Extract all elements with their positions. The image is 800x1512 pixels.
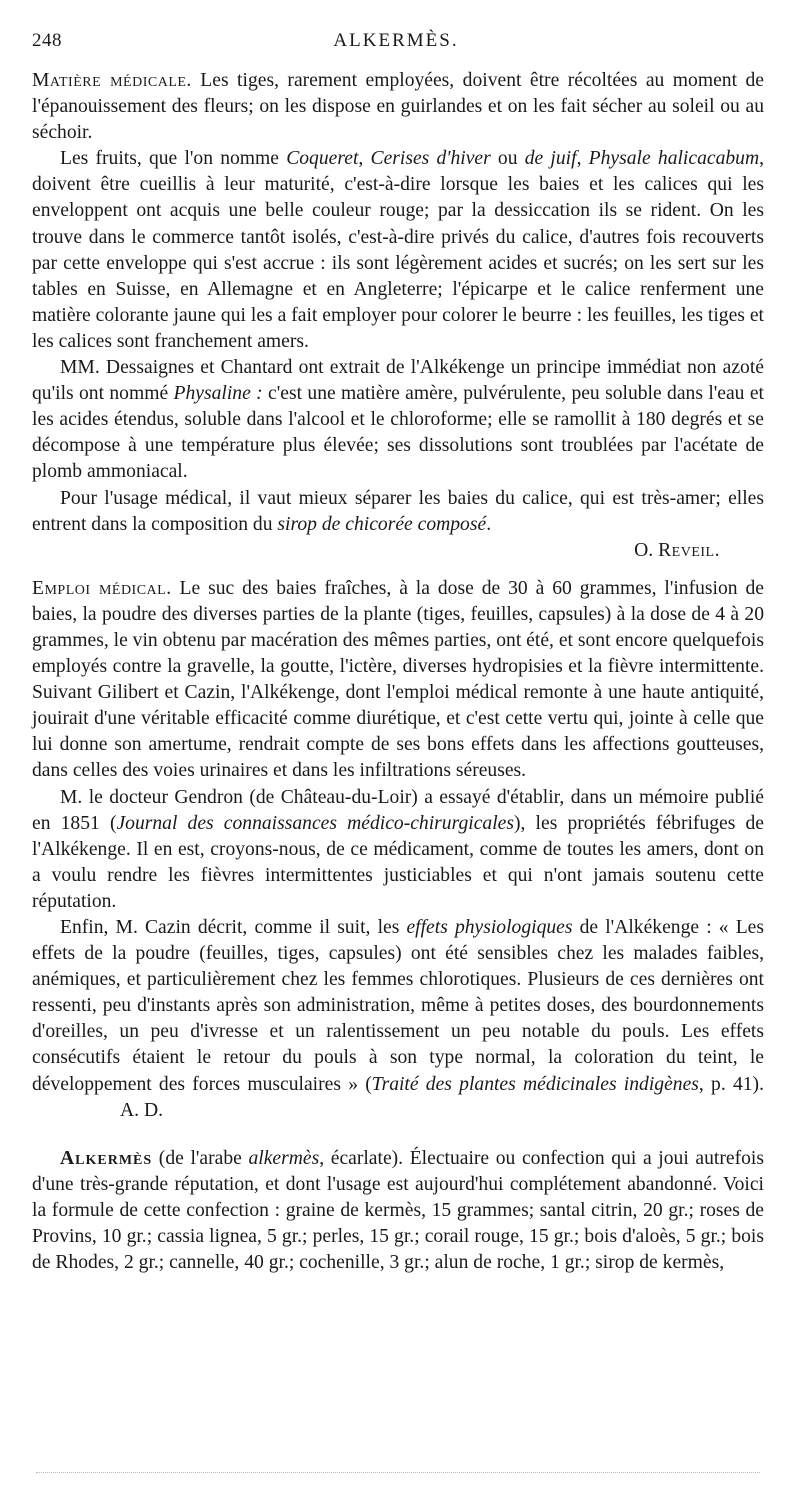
running-head: ALKERMÈS.	[333, 30, 459, 51]
signature-reveil	[32, 538, 764, 564]
italic-title: Traité des plantes médicinales indigènes	[371, 1073, 699, 1095]
text-run: MM. Dessaignes et Chantard ont extrait de l'Alkékenge un principe immédiat non azoté qu'ils ont nommé	[32, 357, 764, 405]
italic-term: Physale halicacabum	[588, 148, 760, 170]
signature-initial: O.	[634, 539, 659, 561]
signature-ad: A. D.	[120, 1099, 163, 1121]
text-run: , écarlate). Électuaire ou confection qui a joui autrefois d'une très-grande réputation, et dont l'usage est aujourd'hui complétement abandonné. Voici la formule de cette confection : graine de kermès, 15 grammes; santal citrin, 20 gr.; roses de Provins, 10 gr.; cassia lignea, 5 gr.; perles, 15 gr.; corail rouge, 15 gr.; bois d'aloès, 5 gr.; bois de Rhodes, 2 gr.; cannelle, 40 gr.; cochenille, 3 gr.; alun de roche, 1 gr.; sirop de kermès,	[32, 1147, 764, 1274]
text-run: ,	[358, 148, 371, 170]
text-run: , p. 41).	[698, 1073, 764, 1095]
italic-term: Physaline :	[173, 383, 263, 405]
paragraph-fruits	[32, 146, 764, 355]
italic-term: alkermès	[248, 1147, 320, 1169]
bottom-dotted-rule	[36, 1472, 760, 1474]
text-run: ,	[576, 148, 589, 170]
text-run: ou	[490, 148, 525, 170]
text-run: c'est une matière amère, pulvérulente, peu soluble dans l'eau et les acides étendus, soluble dans l'alcool et le chloroforme; elle se ramollit à 180 degrés et se décompose à une température plus élevée; ses dissolutions sont troublées par l'acétate de plomb ammoniacal.	[32, 383, 764, 483]
paragraph-alkermes-entry	[32, 1146, 764, 1276]
italic-term: effets physiologiques	[406, 917, 573, 938]
text-run: , doivent être cueillis à leur maturité, c'est-à-dire lorsque les baies et les calices qui les enveloppent ont acquis une belle couleur rouge; par la dessiccation ils se rident. On les trouve dans le commerce tantôt isolés, c'est-à-dire privés du calice, d'autres fois recouverts par cette enveloppe qui s'est accrue : ils sont légèrement acides et sucrés; on les sert sur les tables en Suisse, en Allemagne et en Angleterre; l'épicarpe et le calice renferment une matière colorante jaune qui les a fait employer pour colorer le beurre : les feuilles, les tiges et les calices sont franchement amers.	[32, 148, 765, 352]
text-run: Enfin, M. Cazin décrit, comme il suit, les	[60, 917, 407, 938]
text-run: de l'Alkékenge : « Les effets de la poudre (feuilles, tiges, capsules) ont été sensibles chez les malades faibles, anémiques, et particulièrement chez les femmes chlorotiques. Plusieurs de ces dernières ont ressenti, peu d'instants après son administration, même à petites doses, des bourdonnements d'oreilles, un peu d'ivresse et un ralentissement un peu notable du pouls. Les effets consécutifs étaient le retour du pouls à son type normal, la coloration du teint, le développement des forces musculaires » (	[32, 917, 764, 1095]
italic-term: sirop de chicorée composé	[277, 513, 487, 535]
paragraph-gendron	[32, 785, 764, 915]
page-number: 248	[32, 30, 62, 51]
paragraph-cazin	[32, 915, 764, 1124]
signature-name: Reveil.	[658, 539, 720, 561]
entry-headword: Alkermès	[60, 1147, 153, 1169]
italic-term: de juif	[524, 148, 577, 170]
entry-gap	[32, 1124, 764, 1146]
italic-term: Coqueret	[286, 148, 359, 170]
text-run: Les fruits, que l'on nomme	[60, 148, 287, 170]
section-gap	[32, 564, 764, 576]
page-header	[32, 30, 760, 60]
body-text	[32, 68, 764, 1276]
section-label-emploi-medical: Emploi médical.	[32, 577, 172, 599]
text-run: (de l'arabe	[152, 1147, 249, 1169]
italic-term: Cerises d'hiver	[370, 148, 491, 170]
paragraph-matiere-medicale	[32, 68, 764, 146]
paragraph-text: Le suc des baies fraîches, à la dose de 30 à 60 grammes, l'infusion de baies, la poudre des diverses parties de la plante (tiges, feuilles, capsules) à la dose de 4 à 20 grammes, le vin obtenu par macération des mêmes parties, ont été, et sont encore quelquefois employés contre la gravelle, la goutte, l'ictère, diverses hydropisies et la fièvre intermittente. Suivant Gilibert et Cazin, l'Alkékenge, dont l'emploi médical remonte à une haute antiquité, jouirait d'une véritable efficacité comme diurétique, et c'est cette vertu qui, jointe à celle que lui donne son amertume, rendrait compte de ses bons effets dans les affections goutteuses, dans celles des voies urinaires et dans les infiltrations séreuses.	[32, 577, 764, 782]
text-run: Pour l'usage médical, il vaut mieux séparer les baies du calice, qui est très-amer; elles entrent dans la composition du	[32, 487, 764, 535]
italic-title: Journal des connaissances médico-chirurgicales	[116, 812, 514, 834]
section-label-matiere-medicale: Matière médicale.	[32, 70, 192, 91]
paragraph-usage-medical	[32, 486, 764, 538]
text-run: M. le docteur Gendron (de Château-du-Loir) a essayé d'établir, dans un mémoire publié en 1851 (	[32, 786, 764, 834]
text-run: .	[486, 513, 492, 535]
paragraph-emploi-medical	[32, 576, 764, 785]
paragraph-physaline	[32, 355, 764, 485]
paragraph-text: Les tiges, rarement employées, doivent être récoltées au moment de l'épanouissement des fleurs; on les dispose en guirlandes et on les fait sécher au soleil ou au séchoir.	[32, 70, 764, 144]
text-run: ), les propriétés fébrifuges de l'Alkékenge. Il en est, croyons-nous, de ce médicament, comme de toutes les amers, dont on a voulu rendre les fièvres intermittentes justiciables et qui n'ont jamais soutenu cette réputation.	[32, 812, 764, 912]
